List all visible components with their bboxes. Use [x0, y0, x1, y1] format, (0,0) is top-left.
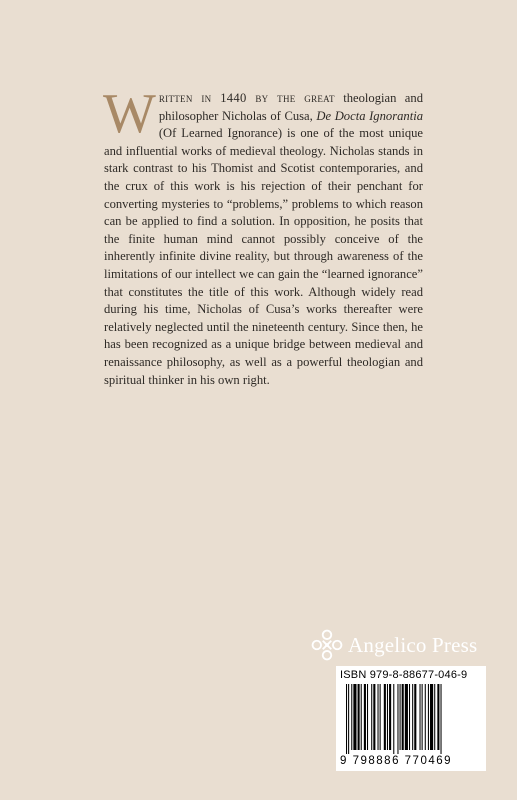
- barcode-bar: [378, 684, 379, 750]
- description-blurb: [103, 83, 423, 389]
- barcode-bar: [380, 684, 381, 750]
- barcode-bar: [405, 684, 408, 750]
- barcode-bar: [414, 684, 416, 750]
- barcode-bars: [346, 684, 478, 754]
- barcode-bar: [373, 684, 375, 750]
- barcode-bar: [364, 684, 366, 750]
- barcode-bar: [434, 684, 435, 750]
- barcode-bar: [397, 684, 398, 754]
- barcode-bar: [371, 684, 372, 750]
- barcode-digits: 9 798886 770469: [340, 755, 453, 767]
- barcode-bar: [346, 684, 347, 754]
- publisher-imprint: [310, 625, 490, 665]
- isbn-label: ISBN 979-8-88677-046-9: [340, 669, 468, 681]
- barcode-bar: [430, 684, 433, 750]
- barcode-bar: [412, 684, 413, 750]
- barcode-bar: [400, 684, 401, 750]
- drop-cap-initial: W: [103, 83, 156, 145]
- barcode-bar: [402, 684, 404, 750]
- barcode-bar: [425, 684, 426, 750]
- barcode-bar: [420, 684, 421, 750]
- barcode-bar: [437, 684, 439, 750]
- barcode-bar: [422, 684, 423, 750]
- publisher-name: Angelico Press: [348, 632, 478, 657]
- barcode-bar: [351, 684, 352, 750]
- isbn-barcode: [336, 666, 486, 771]
- barcode-bar: [348, 684, 349, 754]
- barcode-bar: [361, 684, 362, 750]
- barcode-bar: [389, 684, 391, 750]
- barcode-bar: [393, 684, 394, 754]
- book-title-italic: De Docta Ignorantia: [316, 108, 423, 123]
- barcode-bar: [409, 684, 410, 750]
- blurb-lead-in: ritten in 1440 by the great: [158, 91, 335, 105]
- barcode-bar: [367, 684, 368, 750]
- angelico-cross-icon: [310, 628, 344, 662]
- barcode-bar: [384, 684, 386, 750]
- barcode-bar: [428, 684, 429, 750]
- blurb-text-part1: theologian and philosopher Nicholas of Cusa,: [158, 91, 423, 123]
- barcode-bar: [441, 684, 442, 754]
- blurb-text-part2: (Of Learned Ignorance) is one of the most unique and influential works of medieval theology. Nicholas stands in stark contrast to his Thomist and Scotist contemporaries, and the crux of this work is his rejection of their penchant for converting mysteries to “problems,” problems to which reason can be applied to find a solution. In opposition, he posits that the finite human mind cannot possibly conceive of the inherently infinite divine reality, but through awareness of the limitations of our intellect we can gain the “learned ignorance” that constitutes the title of this work. Although widely read during his time, Nicholas of Cusa’s works thereafter were relatively neglected until the nineteenth century. Since then, he has been recognized as a unique bridge between medieval and renaissance philosophy, as well as a powerful theologian and spiritual thinker in his own right.: [104, 126, 423, 387]
- barcode-bar: [387, 684, 388, 750]
- barcode-bar: [353, 684, 356, 750]
- barcode-bar: [358, 684, 360, 750]
